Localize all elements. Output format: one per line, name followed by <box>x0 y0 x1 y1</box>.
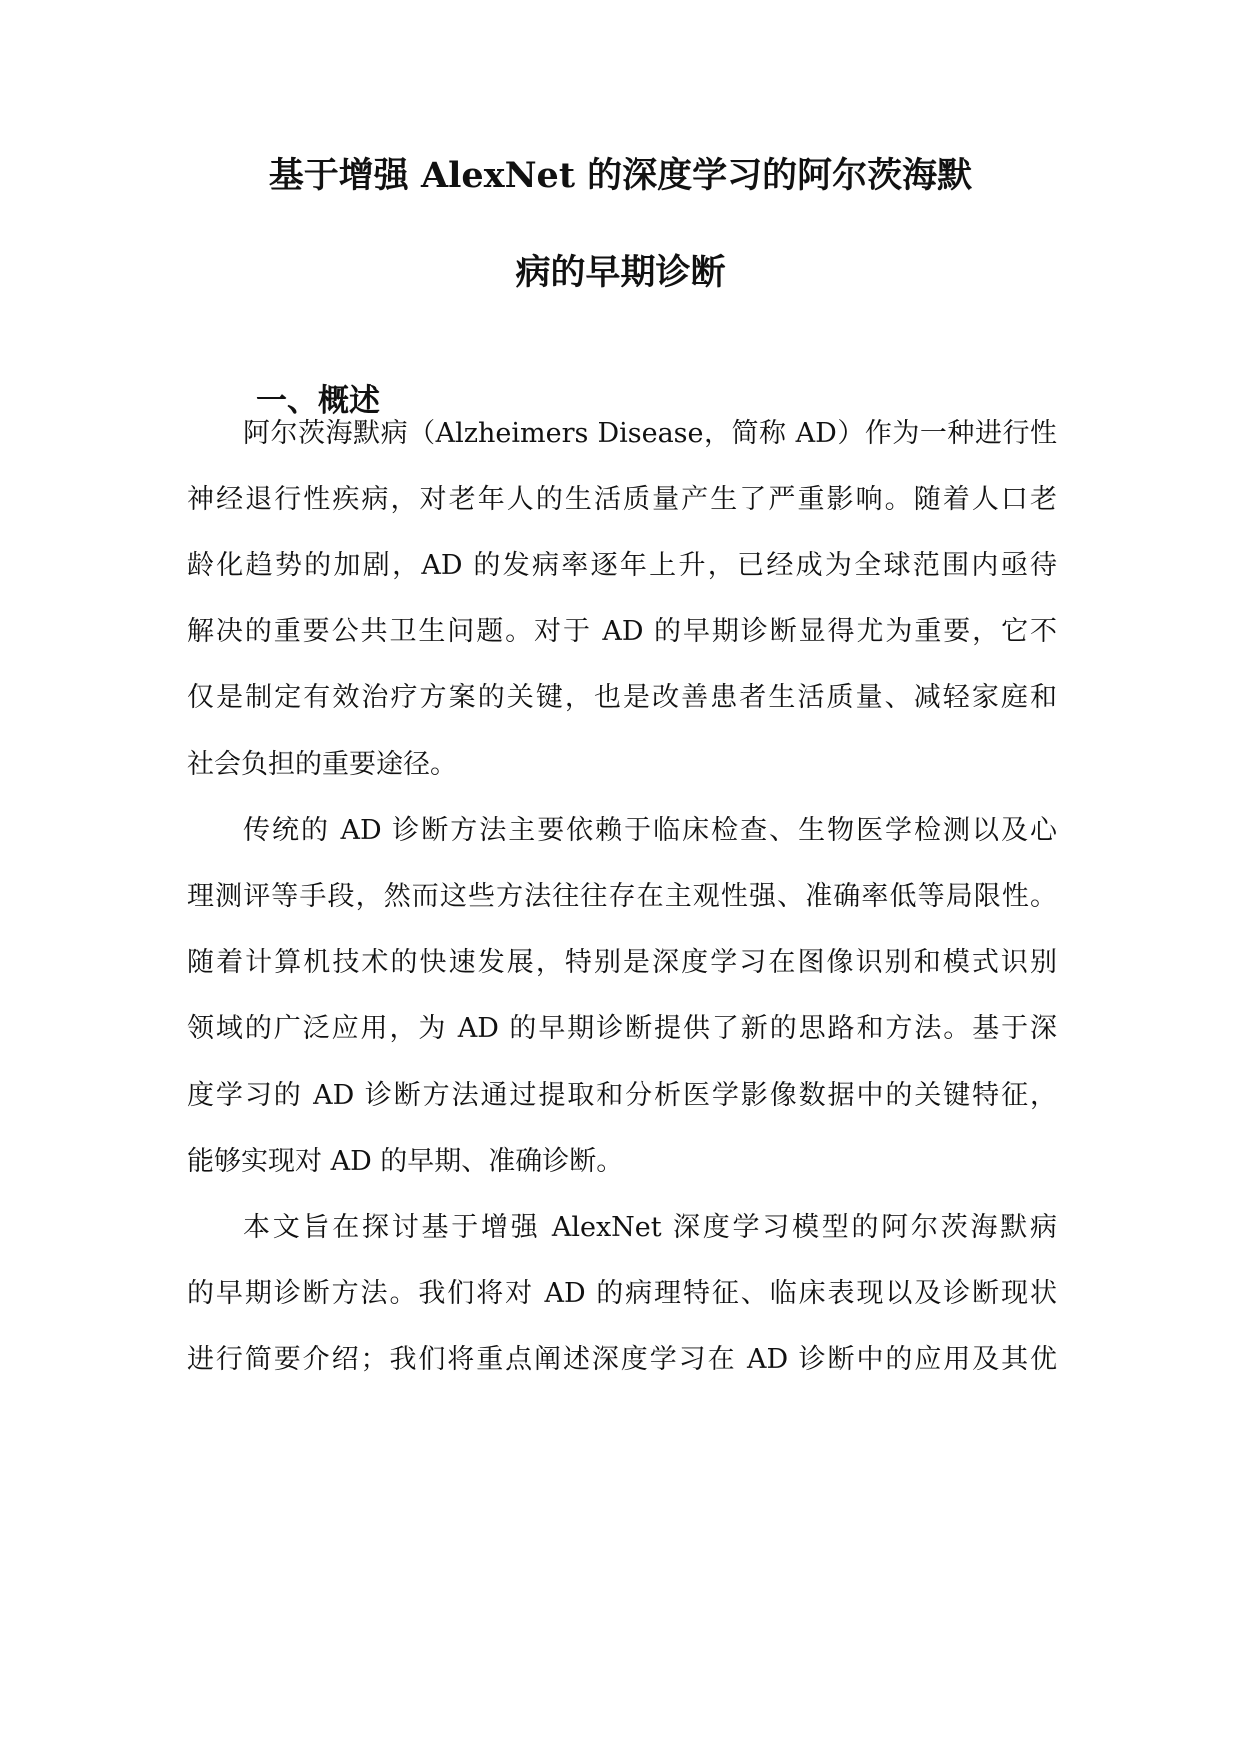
section-heading: 一、概述 <box>256 383 380 419</box>
paragraph-2-line-5: 度学习的 AD 诊断方法通过提取和分析医学影像数据中的关键特征， <box>187 1080 1057 1111</box>
paragraph-2-line-4: 领域的广泛应用，为 AD 的早期诊断提供了新的思路和方法。基于深 <box>187 1013 1057 1044</box>
paragraph-1-line-2: 神经退行性疾病，对老年人的生活质量产生了严重影响。随着人口老 <box>187 484 1057 515</box>
paragraph-2-line-3: 随着计算机技术的快速发展，特别是深度学习在图像识别和模式识别 <box>187 947 1057 978</box>
paragraph-3-line-1: 本文旨在探讨基于增强 AlexNet 深度学习模型的阿尔茨海默病 <box>243 1212 1057 1243</box>
paragraph-1-line-3: 龄化趋势的加剧，AD 的发病率逐年上升，已经成为全球范围内亟待 <box>187 550 1057 581</box>
paragraph-1-line-5: 仅是制定有效治疗方案的关键，也是改善患者生活质量、减轻家庭和 <box>187 682 1057 713</box>
document-title-line-2: 病的早期诊断 <box>515 252 726 293</box>
paragraph-1-line-1: 阿尔茨海默病（Alzheimers Disease，简称 AD）作为一种进行性 <box>243 418 1057 449</box>
paragraph-3-line-2: 的早期诊断方法。我们将对 AD 的病理特征、临床表现以及诊断现状 <box>187 1278 1057 1309</box>
paragraph-1-line-4: 解决的重要公共卫生问题。对于 AD 的早期诊断显得尤为重要，它不 <box>187 616 1057 647</box>
document-title-line-1: 基于增强 AlexNet 的深度学习的阿尔茨海默 <box>268 155 973 196</box>
paragraph-1-line-6: 社会负担的重要途径。 <box>187 749 457 780</box>
paragraph-3-line-3: 进行简要介绍；我们将重点阐述深度学习在 AD 诊断中的应用及其优 <box>187 1344 1057 1375</box>
paragraph-2-line-1: 传统的 AD 诊断方法主要依赖于临床检查、生物医学检测以及心 <box>243 815 1057 846</box>
paragraph-2-line-2: 理测评等手段，然而这些方法往往存在主观性强、准确率低等局限性。 <box>187 881 1057 912</box>
paragraph-2-line-6: 能够实现对 AD 的早期、准确诊断。 <box>187 1146 624 1177</box>
